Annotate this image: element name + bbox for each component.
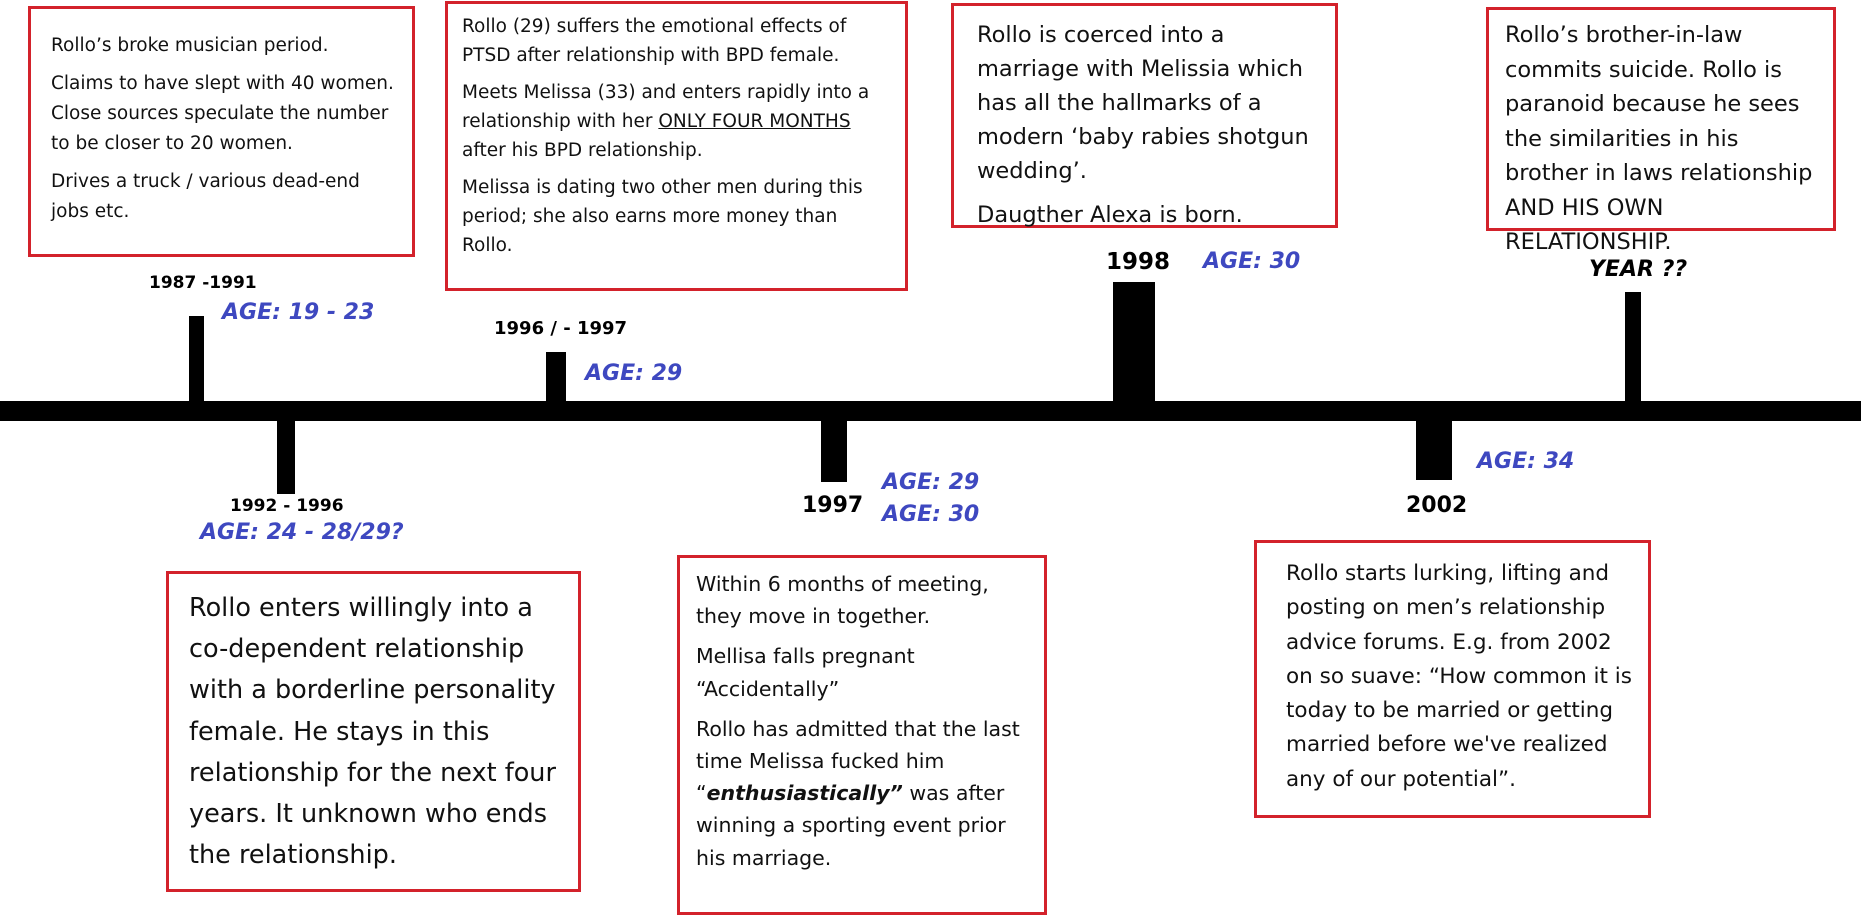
age-label-19-23: AGE: 19 - 23 xyxy=(222,300,375,325)
event-text: Rollo starts lurking, lifting and posting on men’s relationship advice forums. E.g. from 2002 on so suave: “How common it is today to be married or getting married before we've realized any of our potential”. xyxy=(1286,561,1632,792)
event-box-1987-1991 xyxy=(28,6,415,257)
event-box-1992-1996 xyxy=(166,571,581,892)
event-text-part: Meets Melissa (33) and enters rapidly into a relationship with her xyxy=(462,82,870,132)
timeline-axis xyxy=(0,401,1861,421)
event-text: Mellisa falls pregnant “Accidentally” xyxy=(696,644,915,701)
event-text xyxy=(696,713,1034,874)
tick-1996 xyxy=(546,352,566,402)
year-label-1997: 1997 xyxy=(802,493,864,518)
event-text: Rollo (29) suffers the emotional effects of PTSD after relationship with BPD female. xyxy=(462,16,847,66)
age-label-34: AGE: 34 xyxy=(1477,449,1575,474)
event-text-part: was after winning a sporting event prior his marriage. xyxy=(696,781,1006,870)
event-text: Daugther Alexa is born. xyxy=(977,202,1243,228)
event-text xyxy=(462,78,893,165)
event-box-1997 xyxy=(677,555,1047,915)
event-text: Claims to have slept with 40 women. Close sources speculate the number to be closer to 20 women. xyxy=(51,73,394,154)
bold-italic-emphasis: enthusiastically” xyxy=(706,781,903,806)
year-label-unknown: YEAR ?? xyxy=(1589,257,1688,282)
tick-year-unknown xyxy=(1625,292,1641,402)
tick-1992 xyxy=(277,420,295,494)
event-text: Within 6 months of meeting, they move in together. xyxy=(696,572,989,629)
year-label-2002: 2002 xyxy=(1406,493,1468,518)
event-text: Rollo’s broke musician period. xyxy=(51,35,329,56)
underlined-emphasis: ONLY FOUR MONTHS xyxy=(658,111,851,132)
event-text: Rollo is coerced into a marriage with Melissia which has all the hallmarks of a modern ‘baby rabies shotgun wedding’. xyxy=(977,22,1309,184)
event-box-2002 xyxy=(1254,540,1651,818)
tick-1998 xyxy=(1113,282,1155,402)
year-label-1998: 1998 xyxy=(1106,249,1171,275)
tick-1987 xyxy=(189,316,204,402)
age-label-29: AGE: 29 xyxy=(585,361,683,386)
event-text: Rollo enters willingly into a co-dependent relationship with a borderline personality female. He stays in this relationship for the next four years. It unknown who ends the relationship. xyxy=(189,593,556,871)
age-label-30: AGE: 30 xyxy=(1203,249,1301,274)
event-box-year-unknown xyxy=(1486,7,1836,255)
year-label-1992-1996: 1992 - 1996 xyxy=(230,496,344,516)
event-text: Drives a truck / various dead-end jobs etc. xyxy=(51,171,360,222)
year-label-1996-1997: 1996 / - 1997 xyxy=(494,318,628,339)
year-label-1987-1991: 1987 -1991 xyxy=(149,273,257,293)
tick-2002 xyxy=(1416,420,1452,480)
age-label-24-28: AGE: 24 - 28/29? xyxy=(200,520,404,545)
event-text-part: after his BPD relationship. xyxy=(462,140,703,161)
event-box-1996-1997 xyxy=(445,1,908,291)
event-box-1998 xyxy=(951,3,1338,228)
age-label-1997-a: AGE: 29 xyxy=(882,470,980,495)
event-text-part: Rollo has admitted that the last time Melissa fucked him “ xyxy=(696,716,1020,806)
event-text: Rollo’s brother-in-law commits suicide. Rollo is paranoid because he sees the similarities in his brother in laws relationship AND HIS OWN RELATIONSHIP. xyxy=(1505,22,1813,255)
tick-1997 xyxy=(821,420,847,482)
age-label-1997-b: AGE: 30 xyxy=(882,502,980,527)
event-text: Melissa is dating two other men during this period; she also earns more money than Rollo. xyxy=(462,177,863,256)
